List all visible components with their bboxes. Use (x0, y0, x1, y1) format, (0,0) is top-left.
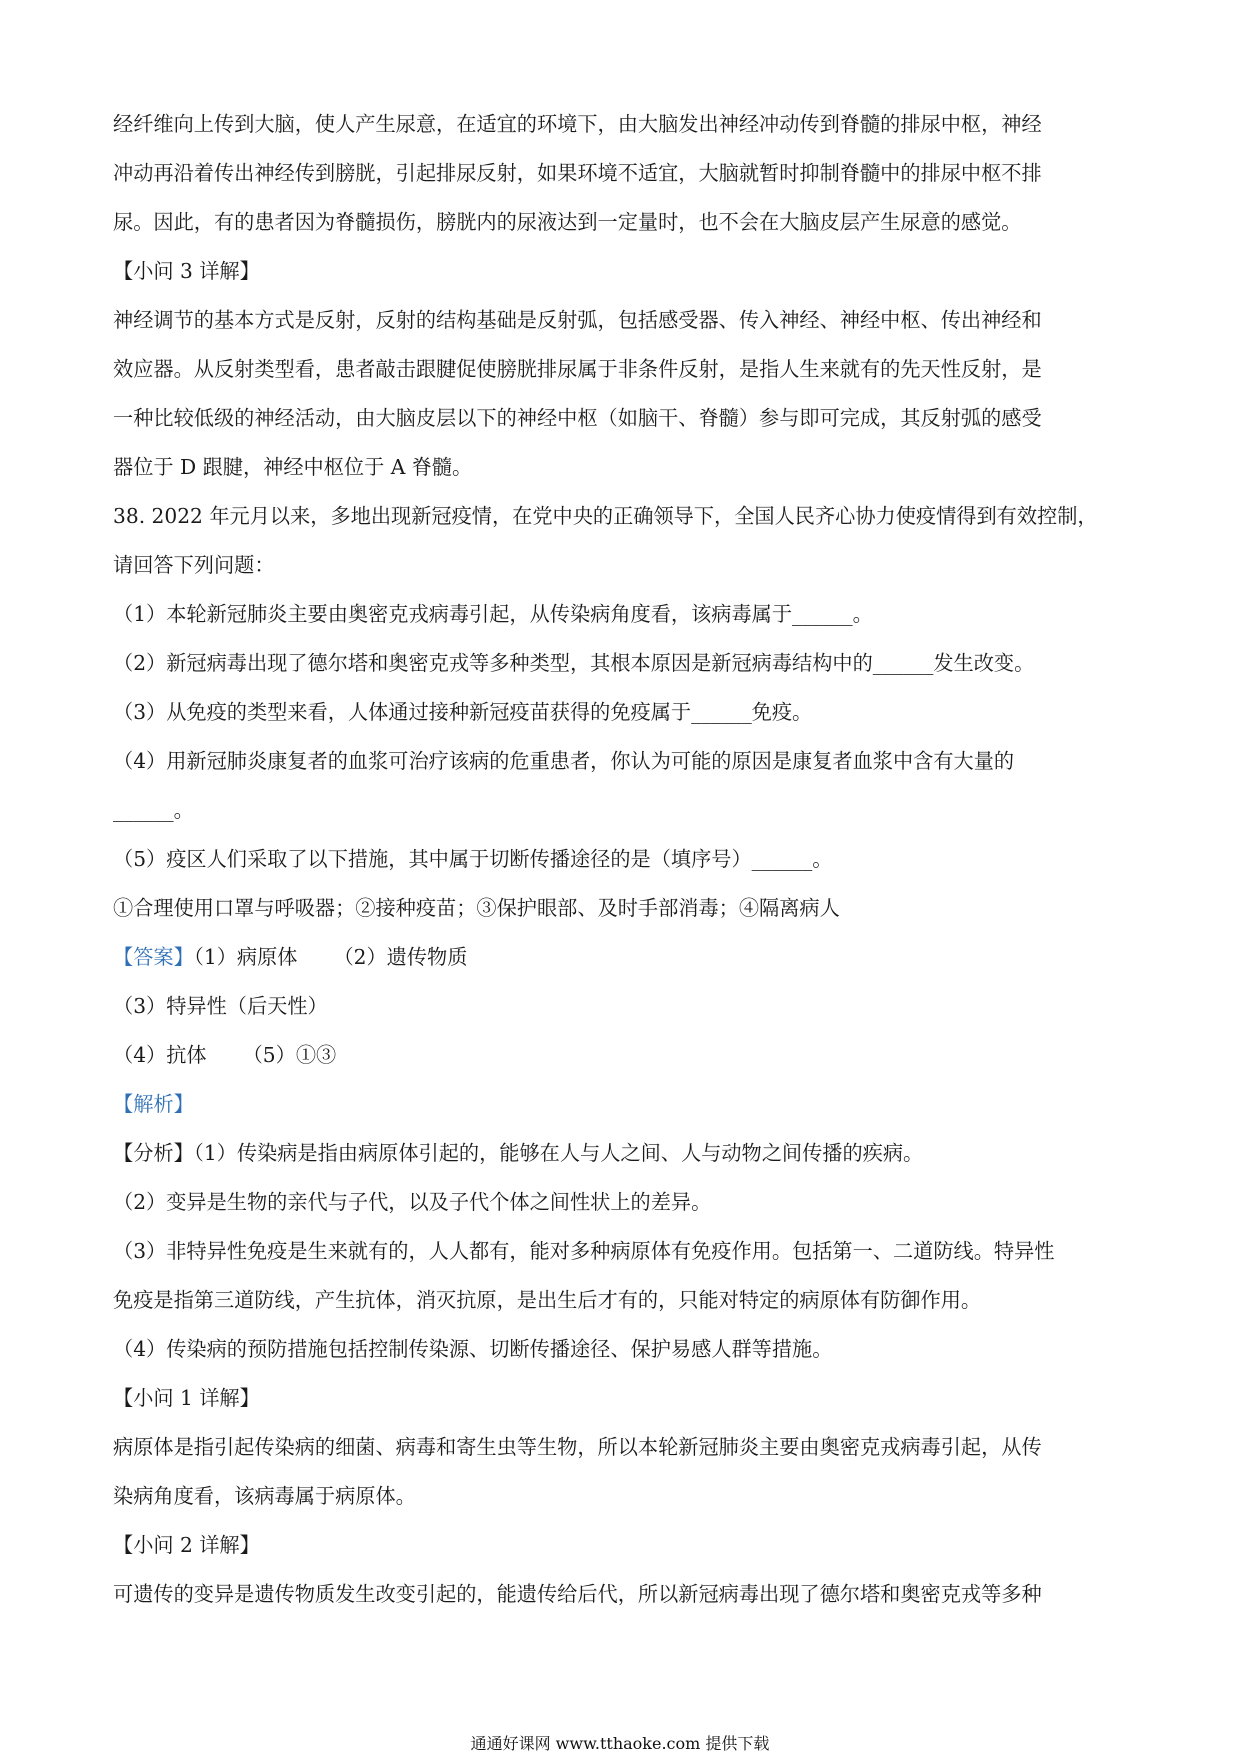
paragraph-line: 病原体是指引起传染病的细菌、病毒和寄生虫等生物，所以本轮新冠肺炎主要由奥密克戎病毒引起，从传 (113, 1435, 1042, 1459)
analysis-line: 【分析】（1）传染病是指由病原体引起的，能够在人与人之间、人与动物之间传播的疾病。 (113, 1141, 924, 1165)
paragraph-line: 尿。因此，有的患者因为脊髓损伤，膀胱内的尿液达到一定量时，也不会在大脑皮层产生尿意的感觉。 (113, 210, 1022, 234)
answer-3: （3）特异性（后天性） (113, 994, 328, 1018)
analysis-line: （2）变异是生物的亲代与子代，以及子代个体之间性状上的差异。 (113, 1190, 712, 1214)
paragraph-line: 器位于 D 跟腱，神经中枢位于 A 脊髓。 (113, 455, 473, 479)
section-heading: 【小问 3 详解】 (113, 259, 260, 283)
answer-4: （4）抗体 (113, 1043, 207, 1067)
analysis-line: 免疫是指第三道防线，产生抗体，消灭抗原，是出生后才有的，只能对特定的病原体有防御作用。 (113, 1288, 982, 1312)
question-stem: 请回答下列问题： (113, 553, 275, 577)
sub-question-4-blank: ______。 (113, 798, 194, 822)
analysis-heading: 【解析】 (113, 1092, 194, 1116)
answer-line (113, 1031, 1129, 1080)
options-list: ①合理使用口罩与呼吸器；②接种疫苗；③保护眼部、及时手部消毒；④隔离病人 (113, 896, 840, 920)
answer-1: （1）病原体 (193, 945, 298, 969)
answer-5: （5）①③ (242, 1043, 337, 1067)
answer-line (113, 933, 1129, 982)
sub-question-4: （4）用新冠肺炎康复者的血浆可治疗该病的危重患者，你认为可能的原因是康复者血浆中含有大量的 (113, 749, 1015, 773)
paragraph-line: 神经调节的基本方式是反射，反射的结构基础是反射弧，包括感受器、传入神经、神经中枢、传出神经和 (113, 308, 1042, 332)
paragraph-line: 染病角度看，该病毒属于病原体。 (113, 1484, 416, 1508)
document-body (113, 100, 1129, 1619)
paragraph-line: 经纤维向上传到大脑，使人产生尿意，在适宜的环境下，由大脑发出神经冲动传到脊髓的排尿中枢，神经 (113, 112, 1042, 136)
paragraph-line: 冲动再沿着传出神经传到膀胱，引起排尿反射，如果环境不适宜，大脑就暂时抑制脊髓中的排尿中枢不排 (113, 161, 1042, 185)
section-heading: 【小问 2 详解】 (113, 1533, 260, 1557)
page-footer: 通通好课网 www.tthaoke.com 提供下载 (470, 1734, 770, 1753)
sub-question-2: （2）新冠病毒出现了德尔塔和奥密克戎等多种类型，其根本原因是新冠病毒结构中的______发生改变。 (113, 651, 1035, 675)
paragraph-line: 可遗传的变异是遗传物质发生改变引起的，能遗传给后代，所以新冠病毒出现了德尔塔和奥密克戎等多种 (113, 1582, 1042, 1606)
paragraph-line: 效应器。从反射类型看，患者敲击跟腱促使膀胱排尿属于非条件反射，是指人生来就有的先天性反射，是 (113, 357, 1042, 381)
sub-question-1: （1）本轮新冠肺炎主要由奥密克戎病毒引起，从传染病角度看，该病毒属于______。 (113, 602, 873, 626)
question-stem: 38. 2022 年元月以来，多地出现新冠疫情，在党中央的正确领导下，全国人民齐心协力使疫情得到有效控制， (113, 504, 1098, 528)
analysis-line: （4）传染病的预防措施包括控制传染源、切断传播途径、保护易感人群等措施。 (113, 1337, 833, 1361)
sub-question-3: （3）从免疫的类型来看，人体通过接种新冠疫苗获得的免疫属于______免疫。 (113, 700, 813, 724)
answer-2: （2）遗传物质 (333, 945, 468, 969)
section-heading: 【小问 1 详解】 (113, 1386, 260, 1410)
paragraph-line: 一种比较低级的神经活动，由大脑皮层以下的神经中枢（如脑干、脊髓）参与即可完成，其反射弧的感受 (113, 406, 1042, 430)
answer-tag: 【答案】 (113, 945, 194, 969)
sub-question-5: （5）疫区人们采取了以下措施，其中属于切断传播途径的是（填序号）______。 (113, 847, 833, 871)
analysis-line: （3）非特异性免疫是生来就有的，人人都有，能对多种病原体有免疫作用。包括第一、二道防线。特异性 (113, 1239, 1055, 1263)
